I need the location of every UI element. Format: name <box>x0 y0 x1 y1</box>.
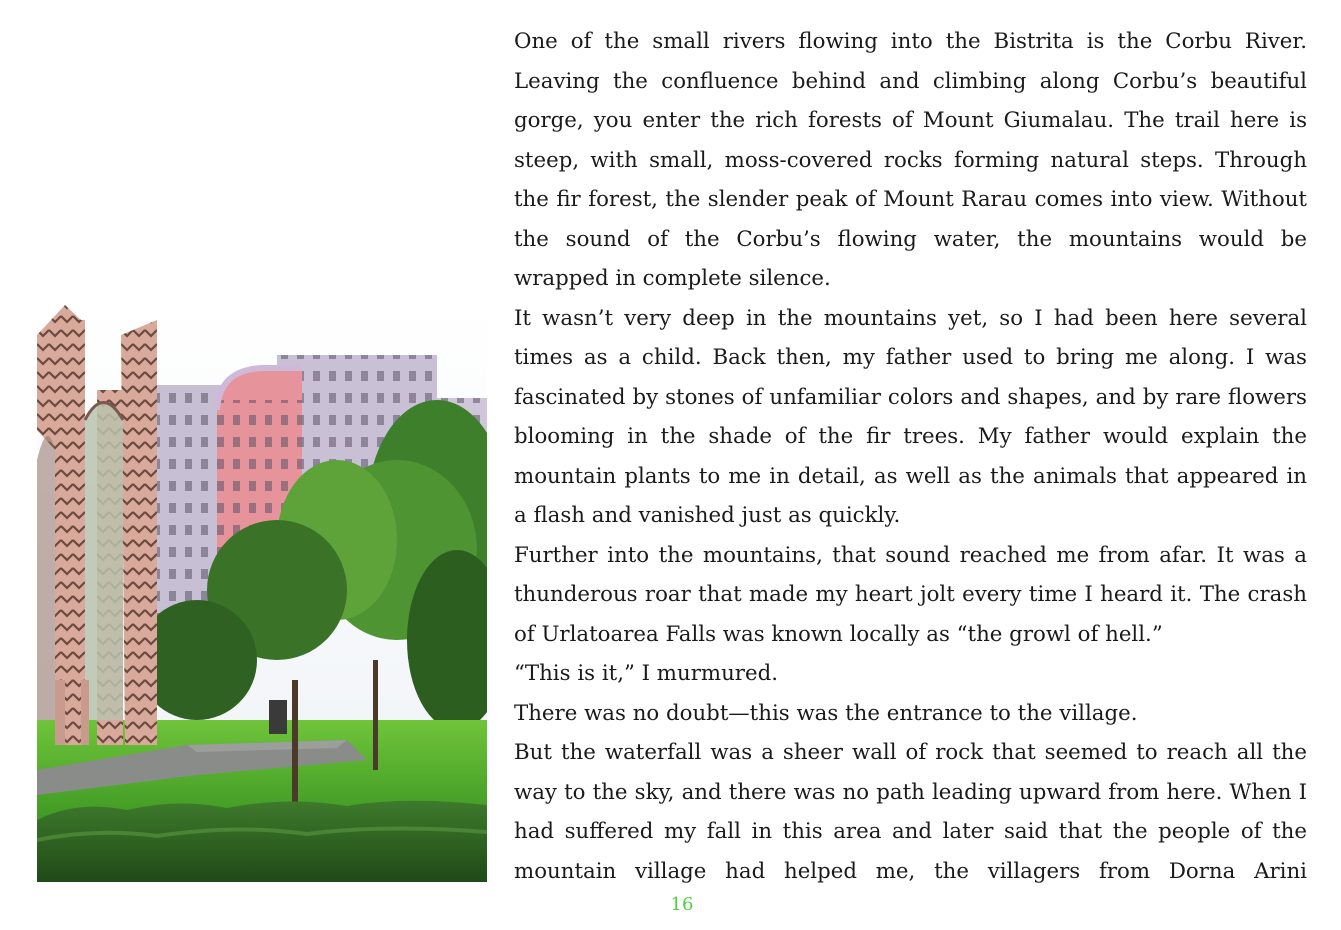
paragraph-urlatoarea-falls: Further into the mountains, that sound reached me from afar. It was a thunderous roar that made my heart jolt every time I heard it. The crash of Urlatoarea Falls was known locally as “the growl of hell.” <box>514 542 1307 647</box>
paragraph-waterfall-wall: But the waterfall was a sheer wall of rock that seemed to reach all the way to the sky, and there was no path leading upward from here. When I had suffered my fall in this area and later said that the people of the mountain village had helped me, the villagers from Dorna Arini <box>514 740 1307 884</box>
paragraph-village-entrance: There was no doubt—this was the entrance to the village. <box>514 700 1138 726</box>
park-photo <box>37 300 487 882</box>
paragraph-this-is-it: “This is it,” I murmured. <box>514 661 778 686</box>
page-number: 16 <box>670 894 694 915</box>
paragraph-corbu-river: One of the small rivers flowing into the Bistrita is the Corbu River. Leaving the confluence behind and climbing along Corbu’s beautiful gorge, you enter the rich forests of Mount Giumalau. The trail here is steep, with small, moss-covered rocks forming natural steps. Through the fir forest, the slender peak of Mount Rarau comes into view. Without the sound of the Corbu’s flowing water, the mountains would be wrapped in complete silence. <box>514 29 1307 291</box>
body-text <box>514 22 1307 891</box>
paragraph-childhood: It wasn’t very deep in the mountains yet, so I had been here several times as a child. Back then, my father used to bring me along. I was fascinated by stones of unfamiliar colors and shapes, and by rare flowers blooming in the shade of the fir trees. My father would explain the mountain plants to me in detail, as well as the animals that appeared in a flash and vanished just as quickly. <box>514 305 1307 528</box>
